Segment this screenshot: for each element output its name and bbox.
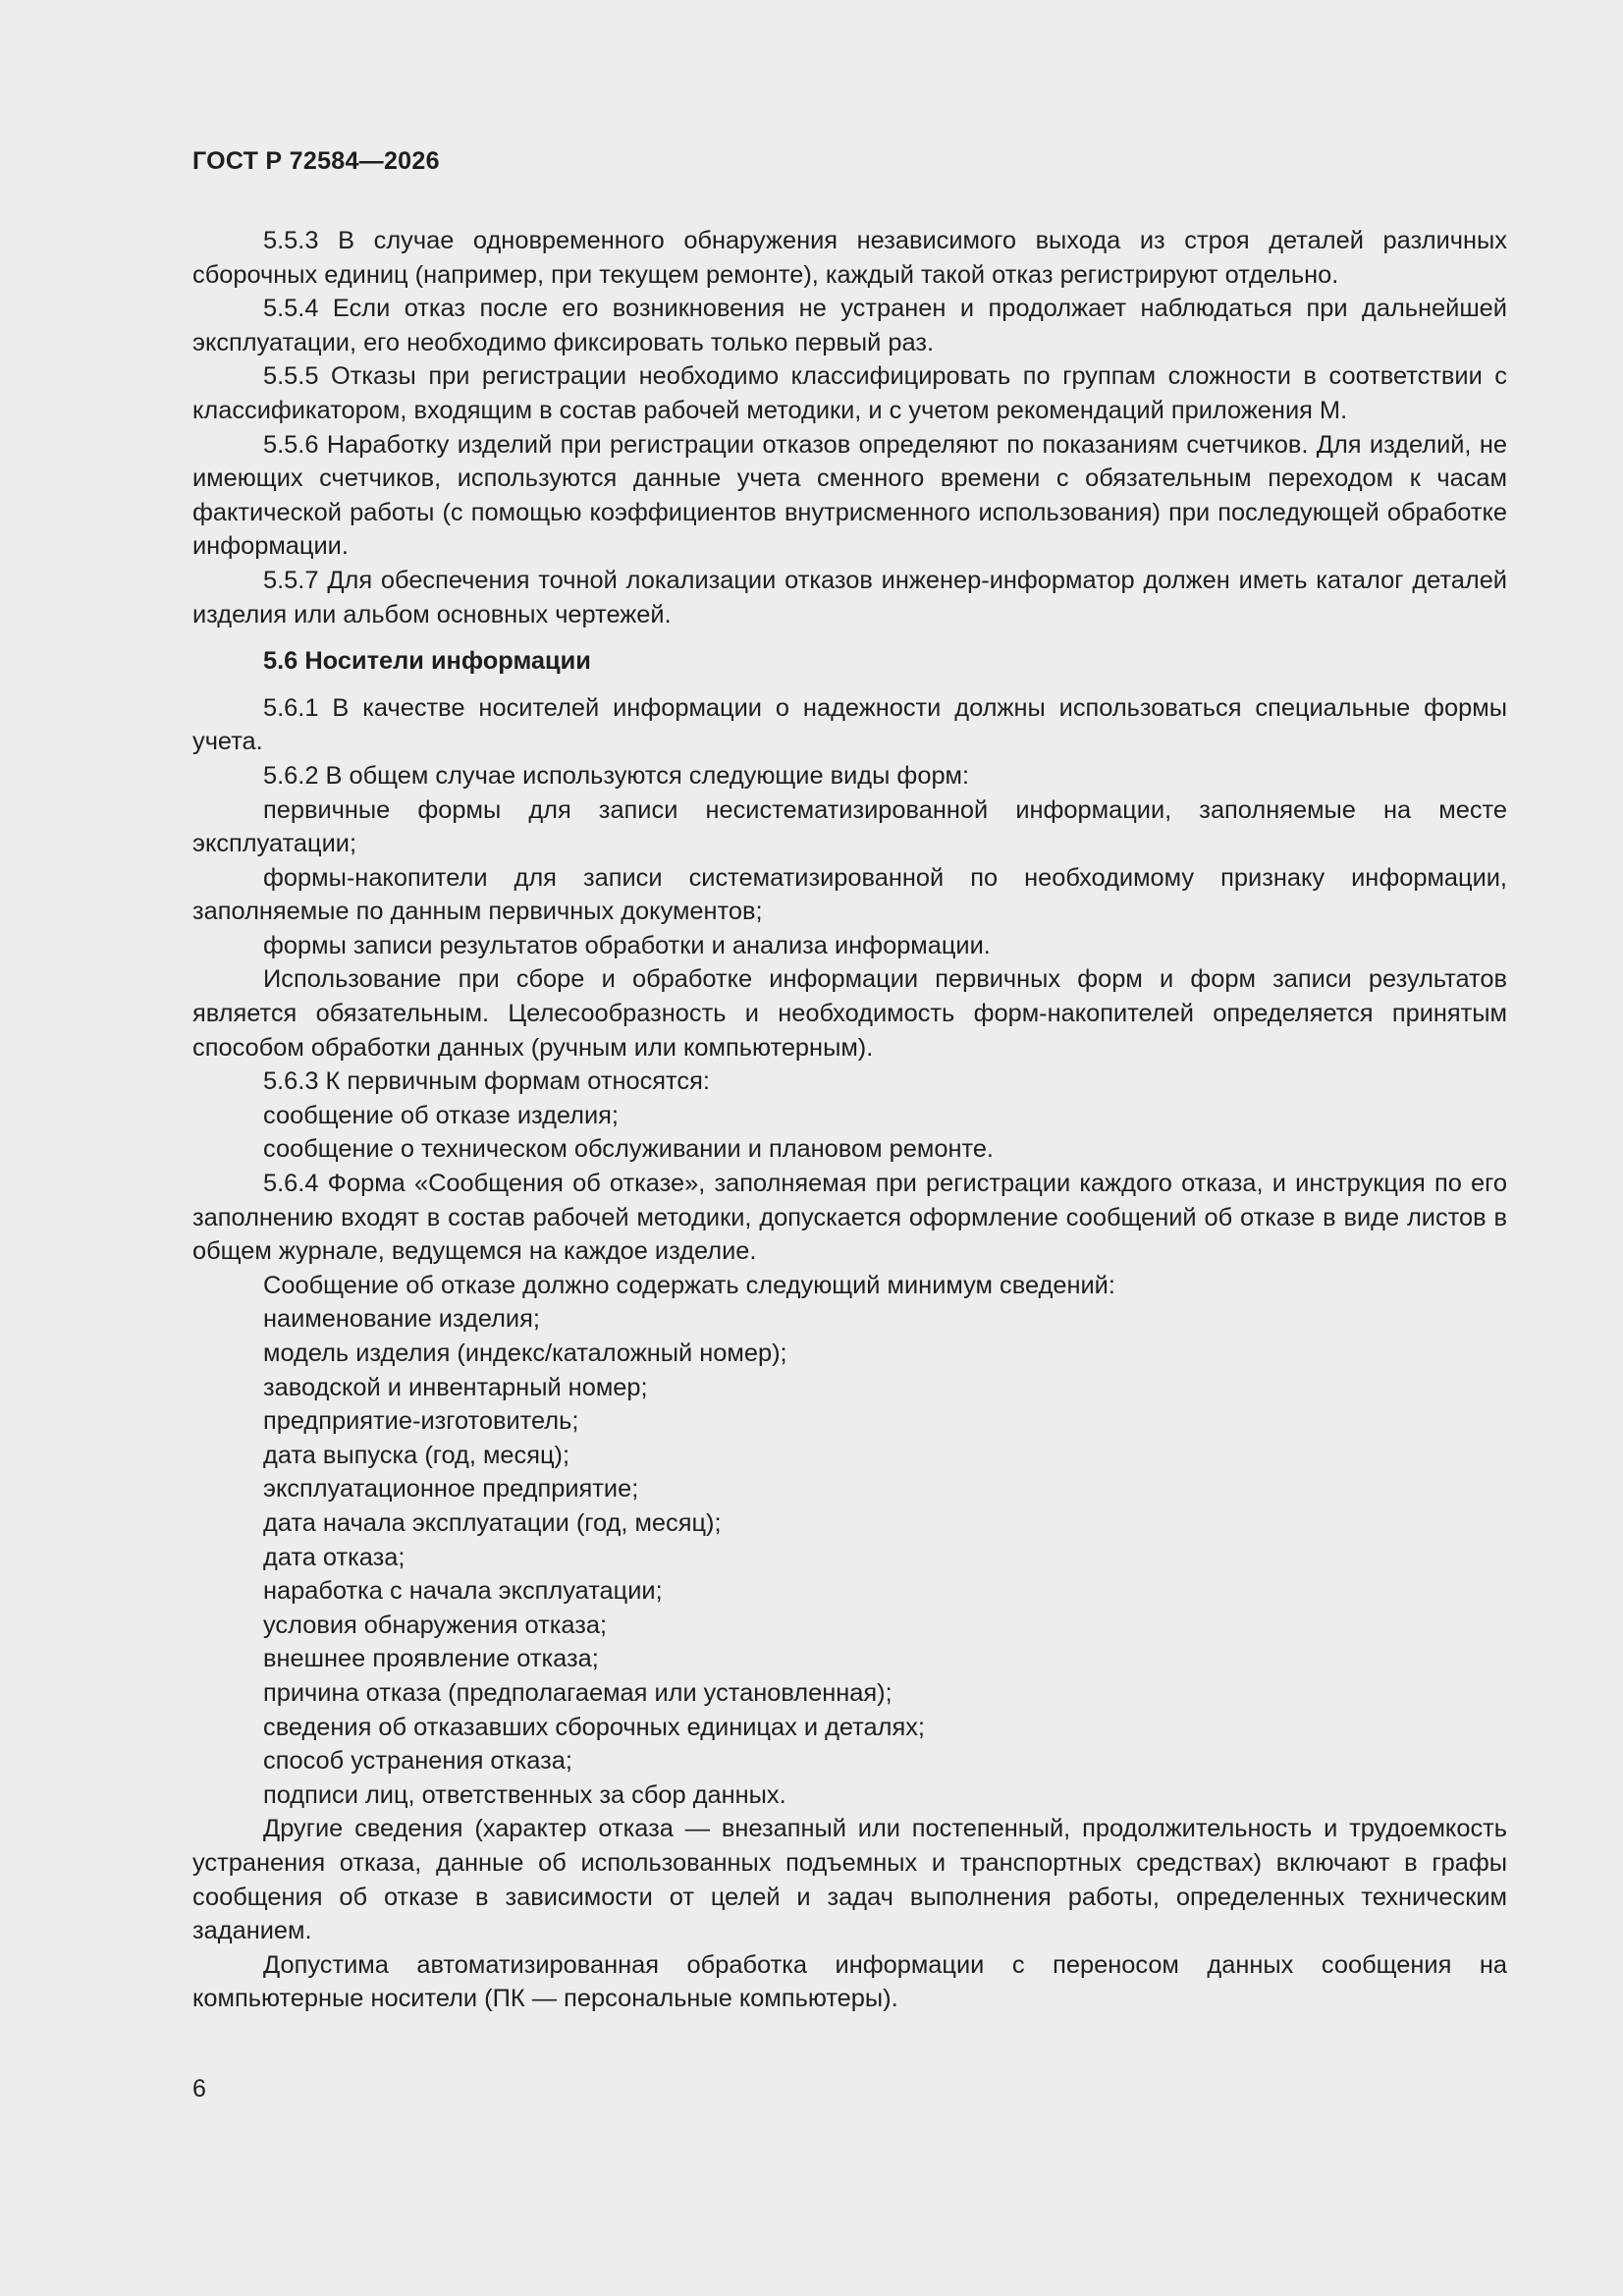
paragraph: Допустима автоматизированная обработка информации с переносом данных сообщения на компьютерные носители (ПК — персональные компьютеры).	[192, 1950, 1507, 2013]
list-item: способ устранения отказа;	[263, 1747, 572, 1776]
list-item: первичные формы для записи несистематизированной информации, заполняемые на месте эксплуатации;	[192, 795, 1507, 858]
paragraph: Другие сведения (характер отказа — внезапный или постепенный, продолжительность и трудоемкость устранения отказа, данные об использованных подъемных и транспортных средствах) включают в графы сообщения об отказе в зависимости от целей и задач выполнения работы, определенных техническим заданием.	[192, 1815, 1507, 1945]
section-heading: 5.6 Носители информации	[263, 647, 591, 676]
list-item: сообщение о техническом обслуживании и плановом ремонте.	[263, 1135, 994, 1164]
paragraph-5-5-5: 5.5.5 Отказы при регистрации необходимо классифицировать по группам сложности в соответствии с классификатором, входящим в состав рабочей методики, и с учетом рекомендаций приложения М.	[192, 362, 1507, 424]
section-5-5	[192, 224, 1507, 631]
paragraph-5-5-6: 5.5.6 Наработку изделий при регистрации отказов определяют по показаниям счетчиков. Для изделий, не имеющих счетчиков, используются данные учета сменного времени с обязательным переходом к часам фактической работы (с помощью коэффициентов внутрисменного использования) при последующей обработке информации.	[192, 430, 1507, 561]
paragraph-5-6-2: 5.6.2 В общем случае используются следующие виды форм:	[263, 761, 970, 790]
list-item: сообщение об отказе изделия;	[263, 1101, 619, 1129]
list-item: формы записи результатов обработки и анализа информации.	[263, 931, 991, 959]
paragraph-5-6-3: 5.6.3 К первичным формам относятся:	[263, 1067, 710, 1096]
list-item: дата отказа;	[263, 1543, 406, 1571]
list-item: модель изделия (индекс/каталожный номер);	[263, 1339, 787, 1367]
list-item: предприятие-изготовитель;	[263, 1407, 579, 1436]
list-item: подписи лиц, ответственных за сбор данных.	[263, 1780, 786, 1809]
page-number: 6	[192, 2075, 206, 2103]
paragraph: Сообщение об отказе должно содержать следующий минимум сведений:	[263, 1271, 1115, 1299]
list-item: эксплуатационное предприятие;	[263, 1475, 639, 1503]
paragraph-5-6-1: 5.6.1 В качестве носителей информации о надежности должны использоваться специальные формы учета.	[192, 693, 1507, 756]
list-item: дата выпуска (год, месяц);	[263, 1441, 570, 1469]
paragraph-5-5-4: 5.5.4 Если отказ после его возникновения не устранен и продолжает наблюдаться при дальнейшей эксплуатации, его необходимо фиксировать только первый раз.	[192, 295, 1507, 356]
list-item: формы-накопители для записи систематизированной по необходимому признаку информации, заполняемые по данным первичных документов;	[192, 863, 1507, 926]
document-header: ГОСТ Р 72584—2026	[192, 147, 440, 175]
section-5-6	[192, 691, 1507, 2016]
paragraph-5-5-3: 5.5.3 В случае одновременного обнаружения независимого выхода из строя деталей различных сборочных единиц (например, при текущем ремонте), каждый такой отказ регистрируют отдельно.	[192, 227, 1507, 289]
paragraph: Использование при сборе и обработке информации первичных форм и форм записи результатов является обязательным. Целесообразность и необходимость форм-накопителей определяется принятым способом обработки данных (ручным или компьютерным).	[192, 965, 1507, 1062]
list-item: причина отказа (предполагаемая или установленная);	[263, 1678, 893, 1707]
list-item: наработка с начала эксплуатации;	[263, 1577, 663, 1606]
paragraph-5-5-7: 5.5.7 Для обеспечения точной локализации отказов инженер-информатор должен иметь каталог деталей изделия или альбом основных чертежей.	[192, 566, 1507, 629]
list-item: заводской и инвентарный номер;	[263, 1373, 648, 1401]
paragraph-5-6-4: 5.6.4 Форма «Сообщения об отказе», заполняемая при регистрации каждого отказа, и инструкция по его заполнению входят в состав рабочей методики, допускается оформление сообщений об отказе в виде листов в общем журнале, ведущемся на каждое изделие.	[192, 1170, 1507, 1266]
list-item: дата начала эксплуатации (год, месяц);	[263, 1508, 722, 1537]
list-item: условия обнаружения отказа;	[263, 1611, 608, 1639]
list-item: сведения об отказавших сборочных единицах и деталях;	[263, 1713, 925, 1741]
document-body	[192, 224, 1507, 2016]
list-item: внешнее проявление отказа;	[263, 1645, 599, 1673]
list-item: наименование изделия;	[263, 1305, 540, 1334]
